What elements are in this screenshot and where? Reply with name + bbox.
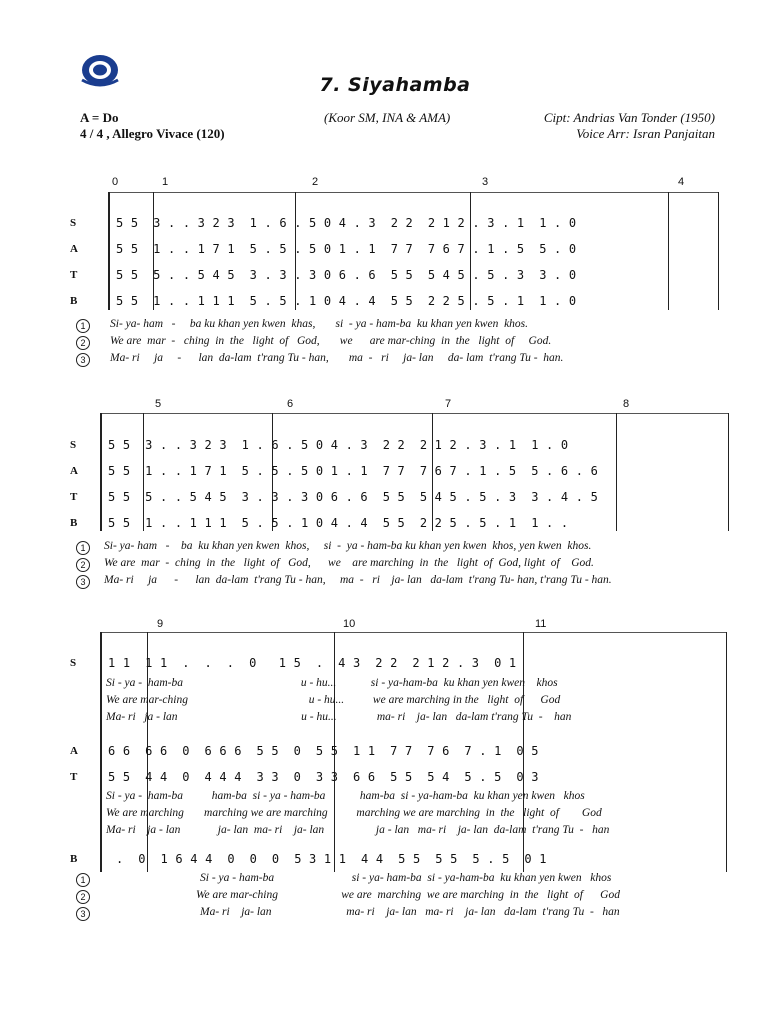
lyric-line: We are mar-ching we are marching we are marching in the light of God [196, 889, 620, 901]
voice-label-soprano: S [70, 217, 77, 229]
verse-marker: 1 [76, 319, 90, 333]
voice-label-alto: A [70, 243, 78, 255]
measure-number: 0 [112, 176, 119, 188]
lyric-line: Ma- ri ja - lan ja- lan ma- ri ja- lan ja - lan ma- ri ja- lan da-lam t'rang Tu - han [106, 824, 610, 836]
voice-label-bass: B [70, 295, 78, 307]
lyric-line: Si- ya- ham - ba ku khan yen kwen khos, si - ya - ham-ba ku khan yen kwen khos, yen kwen khos. [104, 540, 592, 552]
soprano-notes: 1 1 1 1 . . . 0 1 5 . 4 3 2 2 2 1 2 . 3 0 1 [108, 656, 517, 670]
lyric-line: Si - ya - ham-ba si - ya- ham-ba si - ya-ham-ba ku khan yen kwen khos [200, 872, 612, 884]
lyric-line: Si - ya - ham-ba ham-ba si - ya - ham-ba ham-ba si - ya-ham-ba ku khan yen kwen khos [106, 790, 585, 802]
voice-label-bass: B [70, 853, 78, 865]
lyric-line: Ma- ri ja - lan u - hu... ma- ri ja- lan da-lam t'rang Tu - han [106, 711, 572, 723]
alto-notes: 5 5 1 . . 1 7 1 5 . 5 . 5 0 1 . 1 7 7 7 6 7 . 1 . 5 5 . 0 [116, 242, 577, 256]
verse-marker: 2 [76, 890, 90, 904]
measure-number: 4 [678, 176, 685, 188]
key-signature: A = Do [80, 110, 119, 125]
measure-number: 1 [162, 176, 169, 188]
lyric-line: Ma- ri ja - lan da-lam t'rang Tu - han, ma - ri ja- lan da- lam t'rang Tu - han. [110, 352, 564, 364]
tempo-meter: 4 / 4 , Allegro Vivace (120) [80, 126, 225, 141]
page-title: 7. Siyahamba [319, 74, 471, 96]
verse-marker: 1 [76, 541, 90, 555]
verse-marker: 3 [76, 353, 90, 367]
verse-marker: 1 [76, 873, 90, 887]
lyric-line: Si - ya - ham-ba u - hu... si - ya-ham-ba ku khan yen kwen khos [106, 677, 558, 689]
lyric-line: Ma- ri ja- lan ma- ri ja- lan ma- ri ja- lan da-lam t'rang Tu - han [200, 906, 620, 918]
arranger: Voice Arr: Isran Panjaitan [576, 126, 715, 141]
voice-label-alto: A [70, 465, 78, 477]
measure-number: 7 [445, 398, 452, 410]
measure-number: 9 [157, 618, 164, 630]
soprano-notes: 5 5 3 . . 3 2 3 1 . 6 . 5 0 4 . 3 2 2 2 1 2 . 3 . 1 1 . 0 [116, 216, 577, 230]
bass-notes: 5 5 1 . . 1 1 1 5 . 5 . 1 0 4 . 4 5 5 2 2 5 . 5 . 1 1 . . [108, 516, 569, 530]
verse-marker: 2 [76, 558, 90, 572]
tenor-notes: 5 5 5 . . 5 4 5 3 . 3 . 3 0 6 . 6 5 5 5 4 5 . 5 . 3 3 . 0 [116, 268, 577, 282]
measure-number: 3 [482, 176, 489, 188]
measure-number: 2 [312, 176, 319, 188]
voice-label-tenor: T [70, 269, 78, 281]
verse-marker: 2 [76, 336, 90, 350]
lyric-line: Ma- ri ja - lan da-lam t'rang Tu - han, ma - ri ja- lan da-lam t'rang Tu- han, t'rang Tu - han. [104, 574, 612, 586]
bass-notes: 5 5 1 . . 1 1 1 5 . 5 . 1 0 4 . 4 5 5 2 2 5 . 5 . 1 1 . 0 [116, 294, 577, 308]
bass-notes: . 0 1 6 4 4 0 0 0 5 3 1 1 4 4 5 5 5 5 5 . 5 0 1 [116, 852, 547, 866]
alto-notes: 6 6 6 6 0 6 6 6 5 5 0 5 5 1 1 7 7 7 6 7 . 1 0 5 [108, 744, 539, 758]
composer: Cipt: Andrias Van Tonder (1950) [543, 110, 715, 125]
verse-marker: 3 [76, 907, 90, 921]
verse-marker: 3 [76, 575, 90, 589]
lyric-line: Si- ya- ham - ba ku khan yen kwen khas, si - ya - ham-ba ku khan yen kwen khos. [110, 318, 529, 330]
voice-label-tenor: T [70, 771, 78, 783]
tenor-notes: 5 5 5 . . 5 4 5 3 . 3 . 3 0 6 . 6 5 5 5 4 5 . 5 . 3 3 . 4 . 5 [108, 490, 599, 504]
lyric-line: We are mar-ching u - hu... we are marching in the light of God [106, 694, 561, 706]
voice-label-soprano: S [70, 439, 77, 451]
voice-label-tenor: T [70, 491, 78, 503]
tenor-notes: 5 5 4 4 0 4 4 4 3 3 0 3 3 6 6 5 5 5 4 5 . 5 0 3 [108, 770, 539, 784]
subtitle: (Koor SM, INA & AMA) [324, 110, 451, 125]
measure-number: 6 [287, 398, 294, 410]
alto-notes: 5 5 1 . . 1 7 1 5 . 5 . 5 0 1 . 1 7 7 7 6 7 . 1 . 5 5 . 6 . 6 [108, 464, 599, 478]
measure-number: 8 [623, 398, 630, 410]
measure-number: 10 [343, 618, 356, 630]
measure-number: 11 [535, 618, 547, 630]
measure-number: 5 [155, 398, 162, 410]
voice-label-soprano: S [70, 657, 77, 669]
lyric-line: We are mar - ching in the light of God, we are mar-ching in the light of God. [110, 335, 552, 347]
lyric-line: We are marching marching we are marching marching we are marching in the light of God [106, 807, 602, 819]
lyric-line: We are mar - ching in the light of God, we are marching in the light of God, light of God. [104, 557, 594, 569]
voice-label-bass: B [70, 517, 78, 529]
soprano-notes: 5 5 3 . . 3 2 3 1 . 6 . 5 0 4 . 3 2 2 2 1 2 . 3 . 1 1 . 0 [108, 438, 569, 452]
voice-label-alto: A [70, 745, 78, 757]
